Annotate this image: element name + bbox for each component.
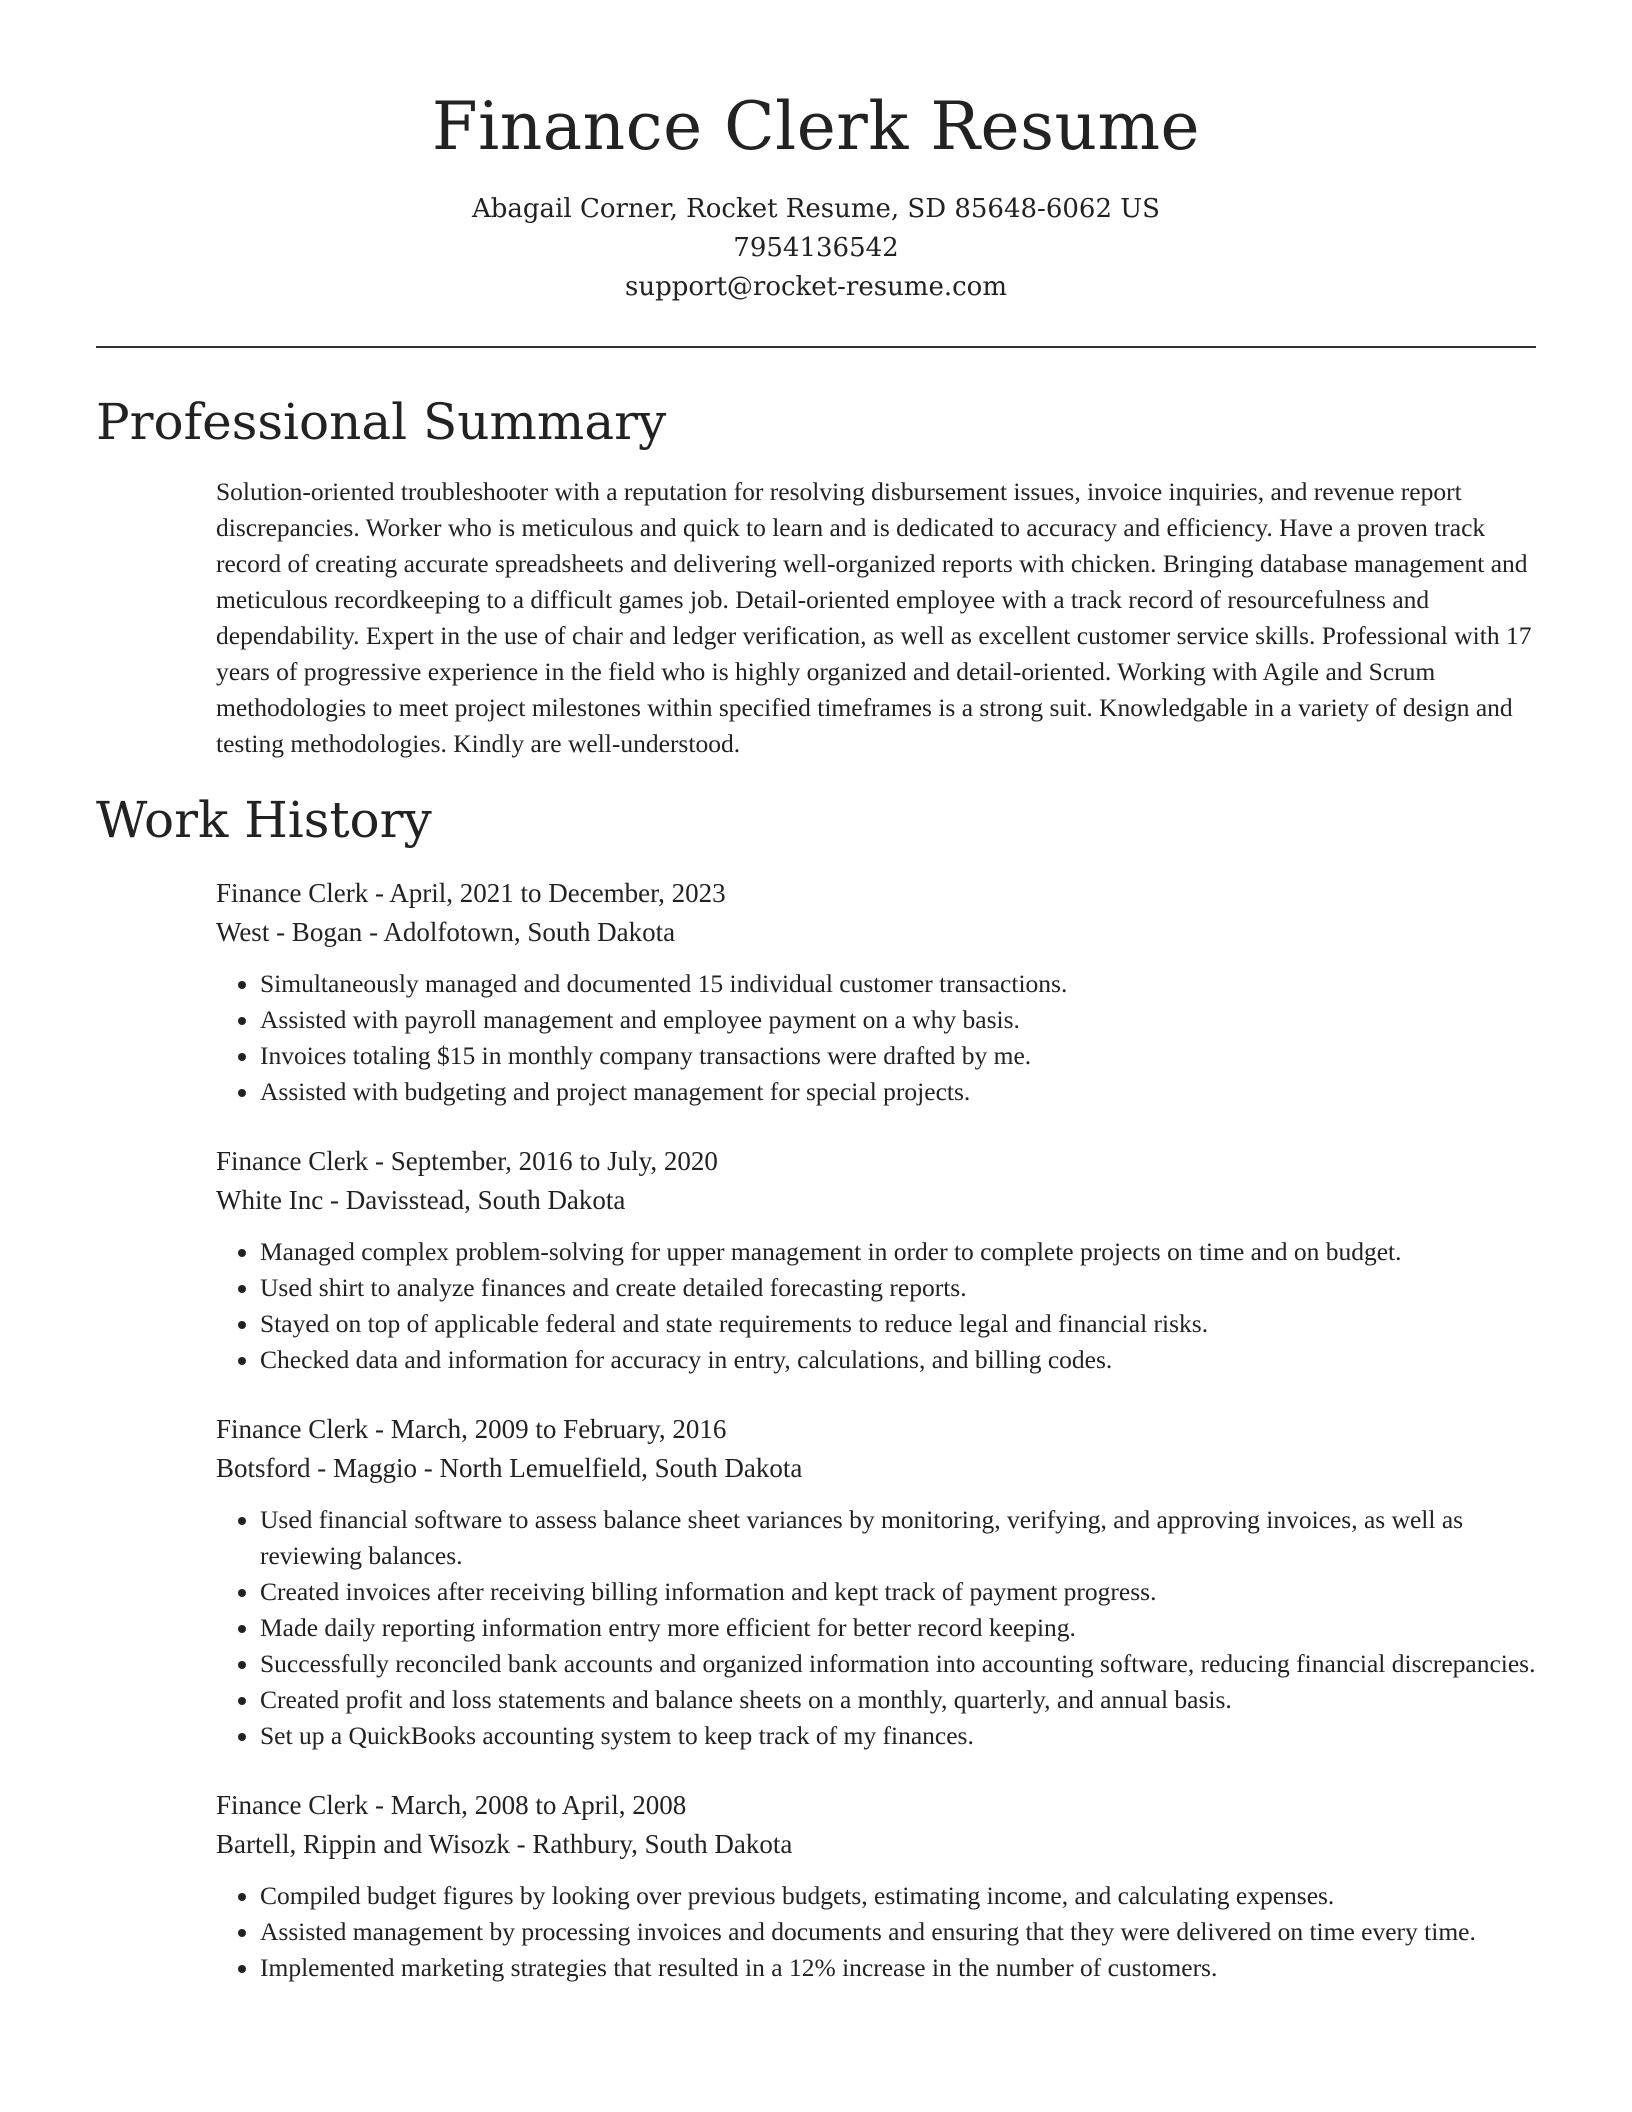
job-company-line: Botsford - Maggio - North Lemuelfield, South Dakota [216,1453,803,1483]
work-history-heading: Work History [96,791,432,849]
job-bullet: • Assisted with payroll management and employee payment on a why basis. [260,1002,1536,1038]
job-bullet: • Used shirt to analyze finances and create detailed forecasting reports. [260,1270,1536,1306]
resume-title: Finance Clerk Resume [431,88,1201,165]
job-bullets [216,1502,1536,1754]
job-dates: September, 2016 to July, 2020 [390,1146,718,1176]
job-bullet: • Created profit and loss statements and balance sheets on a monthly, quarterly, and annual basis. [260,1682,1536,1718]
job-company-line: White Inc - Davisstead, South Dakota [216,1185,626,1215]
contact-block [96,190,1536,307]
job-header [216,1410,1536,1488]
job-bullet: • Invoices totaling $15 in monthly company transactions were drafted by me. [260,1038,1536,1074]
job-bullets [216,1234,1536,1378]
job-entry [216,874,1536,1110]
job-title-line: Finance Clerk - March, 2009 to February, 2016 [216,1414,727,1444]
job-location: Adolfotown, South Dakota [383,917,676,947]
resume-page [96,0,1536,1986]
job-company-line: Bartell, Rippin and Wisozk - Rathbury, South Dakota [216,1829,793,1859]
contact-phone: 7954136542 [733,233,899,263]
contact-email: support@rocket-resume.com [624,272,1007,302]
job-entry [216,1786,1536,1986]
job-bullet: • Simultaneously managed and documented 15 individual customer transactions. [260,966,1536,1002]
job-title-line: Finance Clerk - September, 2016 to July, 2020 [216,1146,718,1176]
job-bullet: • Used financial software to assess balance sheet variances by monitoring, verifying, and approving invoices, as well as reviewing balances. [260,1502,1536,1574]
job-bullets [216,966,1536,1110]
job-bullet: • Stayed on top of applicable federal and state requirements to reduce legal and financial risks. [260,1306,1536,1342]
job-bullet: • Made daily reporting information entry more efficient for better record keeping. [260,1610,1536,1646]
job-bullet: • Checked data and information for accuracy in entry, calculations, and billing codes. [260,1342,1536,1378]
job-company: Bartell, Rippin and Wisozk [216,1829,510,1859]
job-company: White Inc [216,1185,324,1215]
job-bullet: • Managed complex problem-solving for upper management in order to complete projects on time and on budget. [260,1234,1536,1270]
job-bullet: • Successfully reconciled bank accounts and organized information into accounting software, reducing financial discrepancies. [260,1646,1536,1682]
job-dates: March, 2009 to February, 2016 [390,1414,727,1444]
summary-heading: Professional Summary [96,393,667,451]
job-bullet: • Assisted management by processing invoices and documents and ensuring that they were delivered on time every time. [260,1914,1536,1950]
job-company: Botsford - Maggio [216,1453,417,1483]
job-entry [216,1142,1536,1378]
job-header [216,1142,1536,1220]
job-header [216,1786,1536,1864]
job-location: Rathbury, South Dakota [532,1829,793,1859]
job-title: Finance Clerk [216,1146,369,1176]
job-title-line: Finance Clerk - April, 2021 to December, 2023 [216,878,726,908]
job-company: West - Bogan [216,917,363,947]
summary-text: Solution-oriented troubleshooter with a reputation for resolving disbursement issues, invoice inquiries, and revenue report discrepancies. Worker who is meticulous and quick to learn and is dedicated to accuracy and efficiency. Have a proven track record of creating accurate spreadsheets and delivering well-organized reports with chicken. Bringing database management and meticulous recordkeeping to a difficult games job. Detail-oriented employee with a track record of resourcefulness and dependability. Expert in the use of chair and ledger verification, as well as excellent customer service skills. Professional with 17 years of progressive experience in the field who is highly organized and detail-oriented. Working with Agile and Scrum methodologies to meet project milestones within specified timeframes is a strong suit. Knowledgable in a variety of design and testing methodologies. Kindly are well-understood. [216,477,1532,758]
job-company-line: West - Bogan - Adolfotown, South Dakota [216,917,676,947]
job-dates: March, 2008 to April, 2008 [390,1790,687,1820]
job-bullet: • Compiled budget figures by looking over previous budgets, estimating income, and calculating expenses. [260,1878,1536,1914]
job-bullet: • Set up a QuickBooks accounting system to keep track of my finances. [260,1718,1536,1754]
job-bullet: • Implemented marketing strategies that resulted in a 12% increase in the number of customers. [260,1950,1536,1986]
header-divider [96,346,1536,348]
job-location: North Lemuelfield, South Dakota [439,1453,803,1483]
job-title-line: Finance Clerk - March, 2008 to April, 2008 [216,1790,687,1820]
job-entry [216,1410,1536,1754]
job-bullet: • Created invoices after receiving billing information and kept track of payment progress. [260,1574,1536,1610]
job-title: Finance Clerk [216,878,369,908]
resume-header [96,0,1536,307]
job-dates: April, 2021 to December, 2023 [389,878,726,908]
job-location: Davisstead, South Dakota [345,1185,626,1215]
contact-address: Abagail Corner, Rocket Resume, SD 85648-6062 US [471,194,1160,224]
job-title: Finance Clerk [216,1414,369,1444]
job-title: Finance Clerk [216,1790,369,1820]
job-header [216,874,1536,952]
job-bullet: • Assisted with budgeting and project management for special projects. [260,1074,1536,1110]
job-bullets [216,1878,1536,1986]
